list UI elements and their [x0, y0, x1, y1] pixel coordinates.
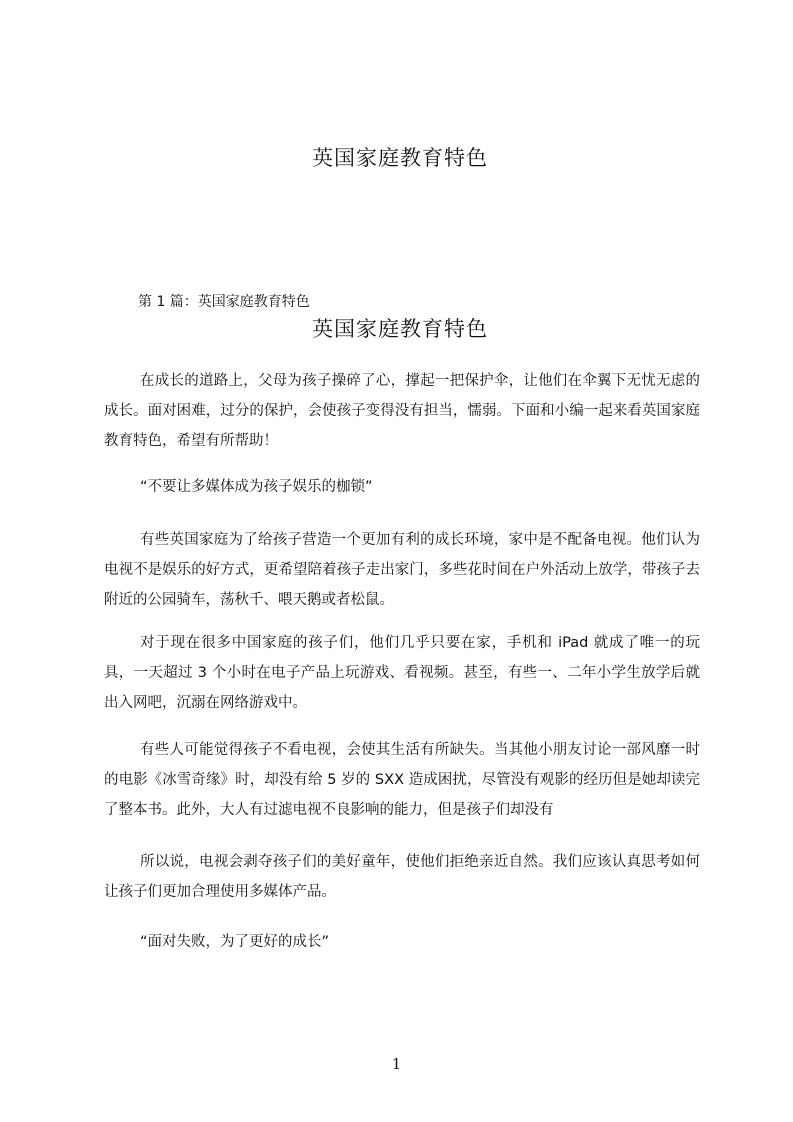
paragraph-no-tv: 有些英国家庭为了给孩子营造一个更加有利的成长环境，家中是不配备电视。他们认为电视不是娱乐的好方式，更希望陪着孩子走出家门，多些花时间在户外活动上放学，带孩子去附近的公园骑车，荡秋千、喂天鹅或者松鼠。	[104, 532, 700, 608]
chapter-label: 第 1 篇：英国家庭教育特色	[138, 294, 310, 310]
section-title: 英国家庭教育特色	[312, 317, 488, 341]
paragraph-intro: 在成长的道路上，父母为孩子操碎了心，撑起一把保护伞，让他们在伞翼下无忧无虑的成长。面对困难，过分的保护，会使孩子变得没有担当，懦弱。下面和小编一起来看英国家庭教育特色，希望有所帮助！	[104, 373, 700, 449]
paragraph-frozen-example: 有些人可能觉得孩子不看电视，会使其生活有所缺失。当其他小朋友讨论一部风靡一时的电影《冰雪奇缘》时，却没有给 5 岁的 SXX 造成困扰，尽管没有观影的经历但是她却读完了整本书。此外，大人有过滤电视不良影响的能力，但是孩子们却没有	[104, 742, 700, 818]
paragraph-conclusion: 所以说，电视会剥夺孩子们的美好童年，使他们拒绝亲近自然。我们应该认真思考如何让孩子们更加合理使用多媒体产品。	[104, 854, 700, 900]
paragraph-chinese-children: 对于现在很多中国家庭的孩子们，他们几乎只要在家，手机和 iPad 就成了唯一的玩具，一天超过 3 个小时在电子产品上玩游戏、看视频。甚至，有些一、二年小学生放学后就出入网吧，沉溺在网络游戏中。	[104, 635, 700, 711]
document-title: 英国家庭教育特色	[312, 146, 488, 170]
page-number: 1	[391, 1055, 402, 1073]
paragraph-heading-failure: “面对失败，为了更好的成长”	[140, 934, 330, 950]
paragraph-heading-media: “不要让多媒体成为孩子娱乐的枷锁”	[140, 479, 373, 495]
